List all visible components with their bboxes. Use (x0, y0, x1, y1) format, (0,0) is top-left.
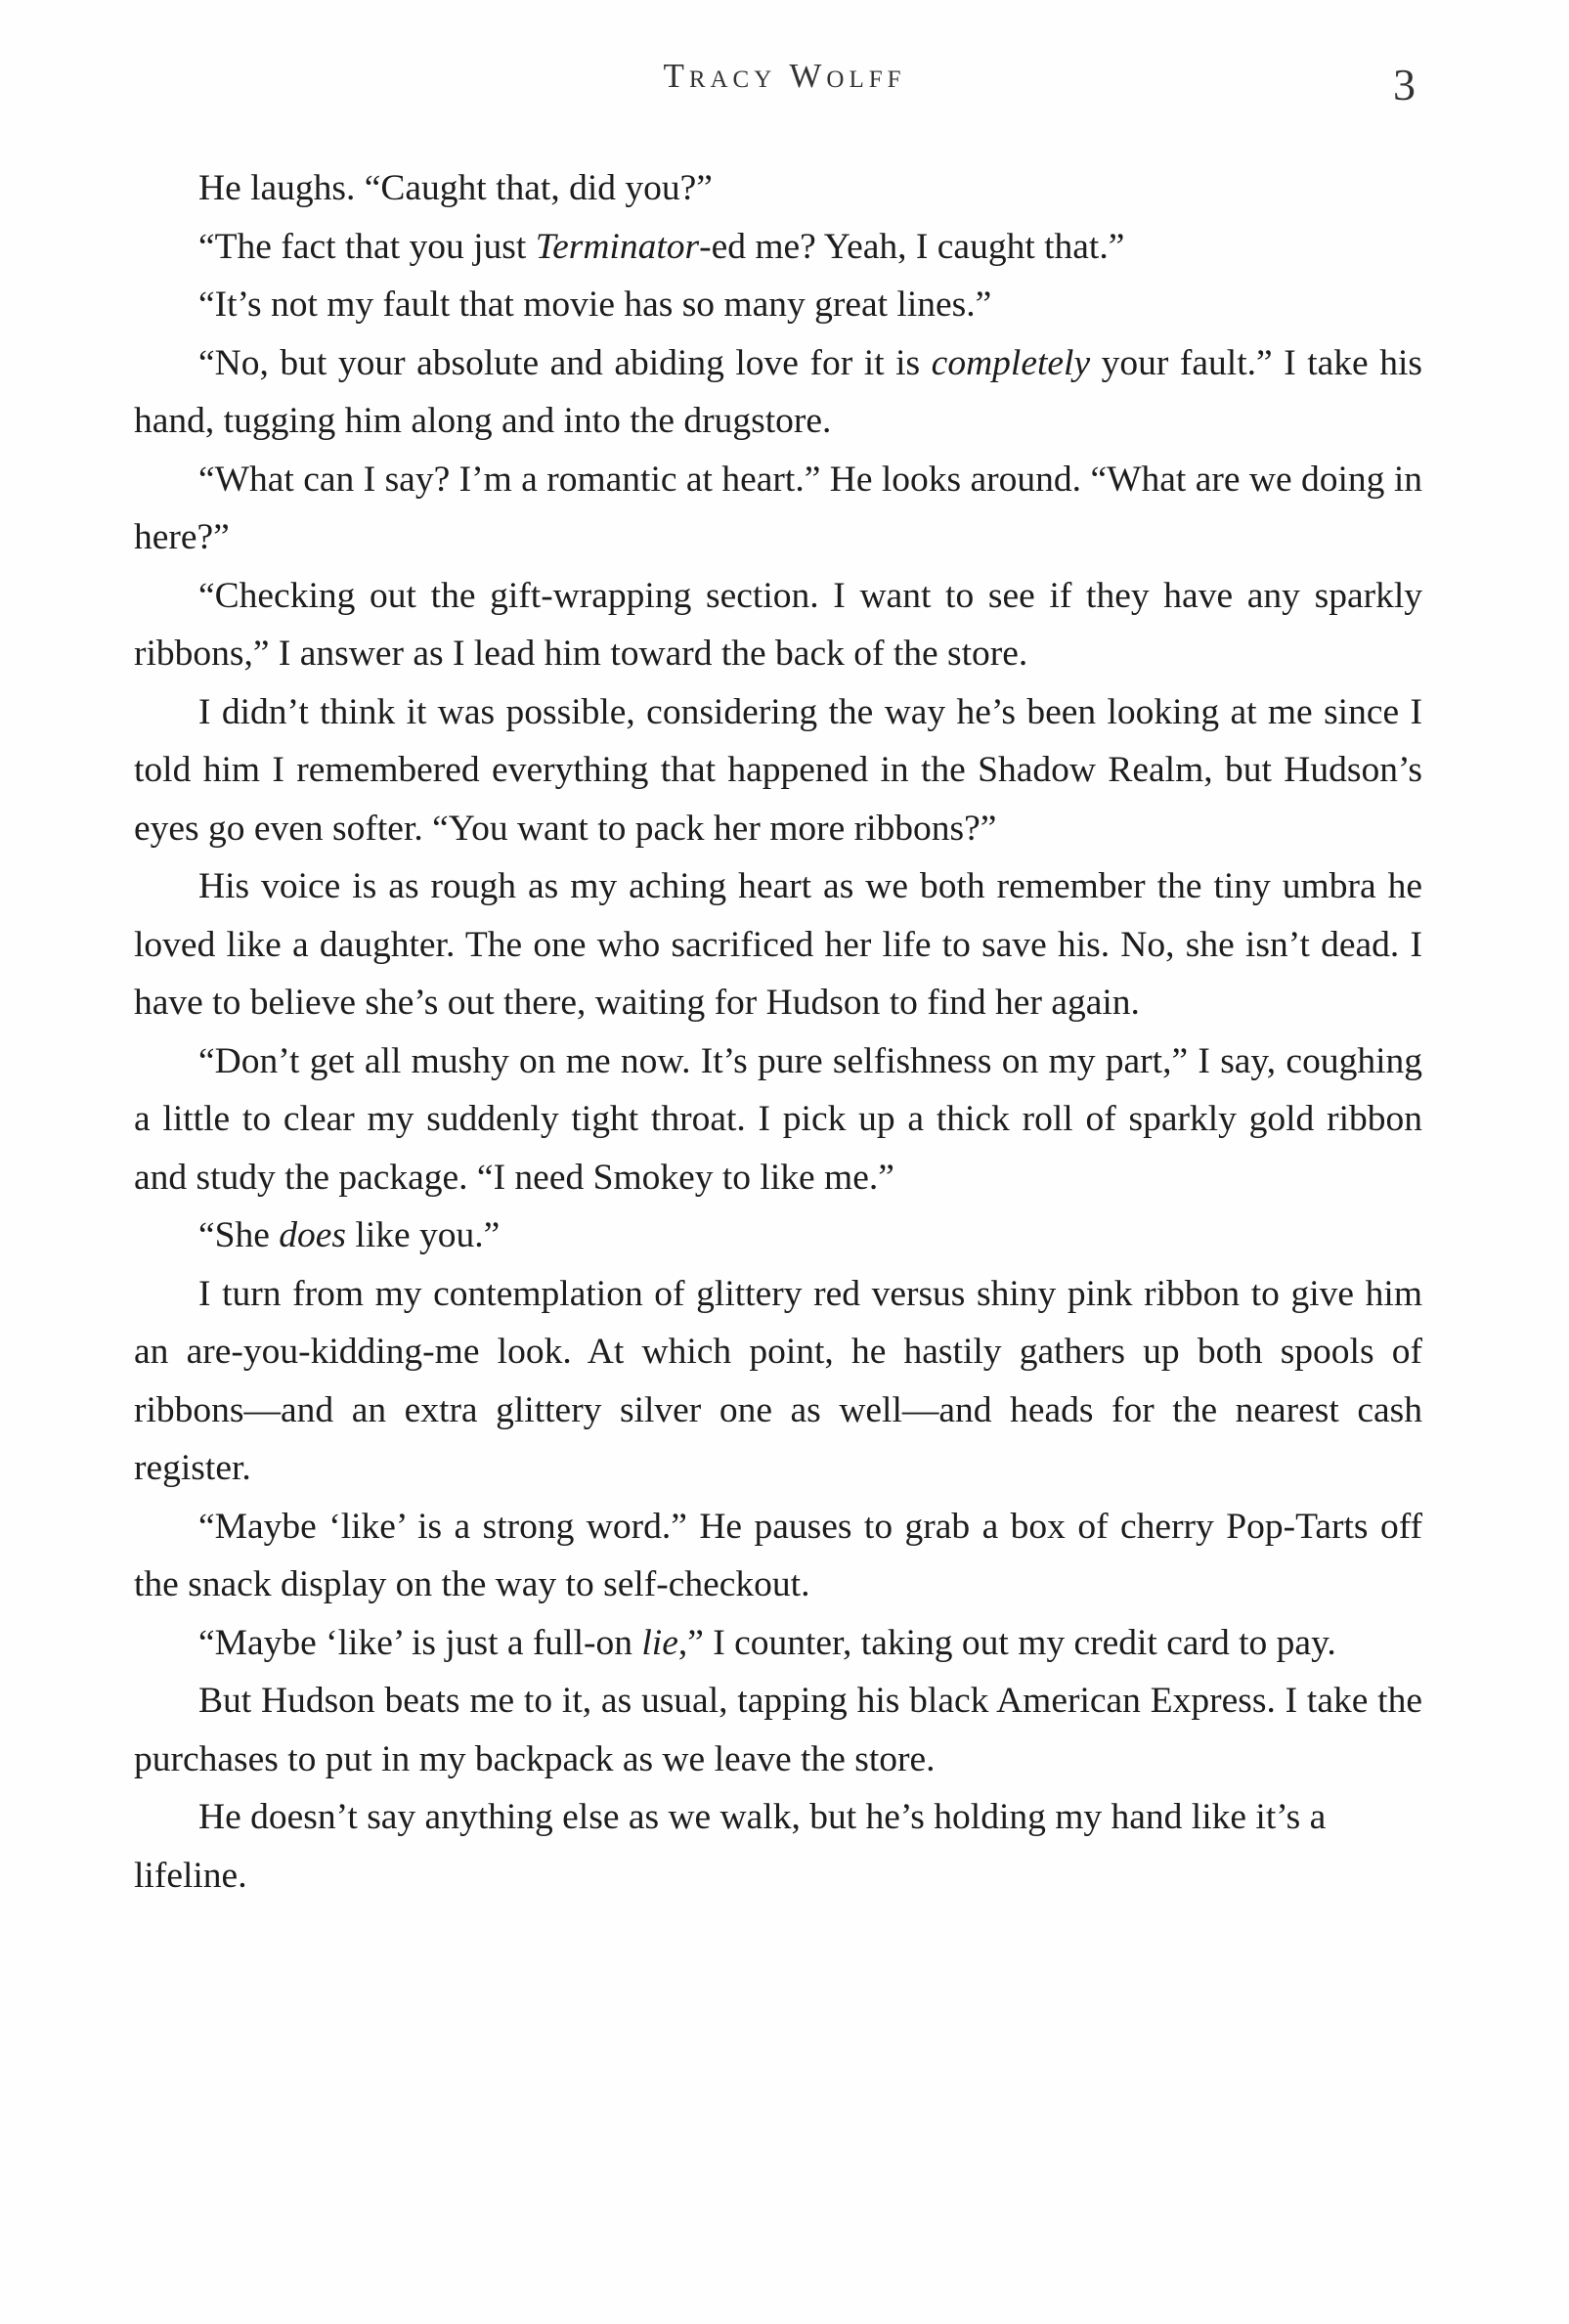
emphasis: lie (641, 1622, 678, 1663)
paragraph: “The fact that you just Terminator-ed me? Yeah, I caught that.” (198, 226, 1125, 267)
body-text (134, 159, 1422, 1905)
paragraph: But Hudson beats me to it, as usual, tapping his black American Express. I take the purchases to put in my backpack as we leave the store. (134, 1681, 1422, 1779)
paragraph: “Maybe ‘like’ is a strong word.” He pauses to grab a box of cherry Pop-Tarts off the snack display on the way to self-checkout. (134, 1506, 1422, 1604)
paragraph: “Don’t get all mushy on me now. It’s pure selfishness on my part,” I say, coughing a little to clear my suddenly tight throat. I pick up a thick roll of sparkly gold ribbon and study the package. “I need Smokey to like me.” (134, 1040, 1422, 1198)
paragraph: “No, but your absolute and abiding love for it is completely your fault.” I take his hand, tugging him along and into the drugstore. (134, 342, 1422, 441)
paragraph: He doesn’t say anything else as we walk, but he’s holding my hand like it’s a lifeline. (134, 1797, 1327, 1896)
paragraph: “What can I say? I’m a romantic at heart.” He looks around. “What are we doing in here?” (134, 459, 1422, 557)
paragraph: “Maybe ‘like’ is just a full-on lie,” I counter, taking out my credit card to pay. (198, 1622, 1336, 1663)
emphasis: completely (931, 342, 1091, 383)
paragraph: “It’s not my fault that movie has so many great lines.” (198, 285, 992, 325)
emphasis: does (279, 1215, 347, 1255)
running-header-author: Tracy Wolff (663, 57, 906, 95)
page-number: 3 (1393, 60, 1416, 110)
paragraph: I didn’t think it was possible, considering the way he’s been looking at me since I told him I remembered everything that happened in the Shadow Realm, but Hudson’s eyes go even softer. “You want to pack her more ribbons?” (134, 691, 1422, 849)
emphasis: Terminator (535, 226, 700, 267)
paragraph: “She does like you.” (198, 1215, 501, 1255)
paragraph: His voice is as rough as my aching heart as we both remember the tiny umbra he loved like a daughter. The one who sacrificed her life to save his. No, she isn’t dead. I have to believe she’s out there, waiting for Hudson to find her again. (134, 866, 1422, 1023)
paragraph: “Checking out the gift-wrapping section. I want to see if they have any sparkly ribbons,” I answer as I lead him toward the back of the store. (134, 575, 1422, 674)
paragraph: I turn from my contemplation of glittery red versus shiny pink ribbon to give him an are-you-kidding-me look. At which point, he hastily gathers up both spools of ribbons—and an extra glittery silver one as well—and heads for the nearest cash register. (134, 1273, 1422, 1488)
paragraph: He laughs. “Caught that, did you?” (198, 168, 713, 208)
